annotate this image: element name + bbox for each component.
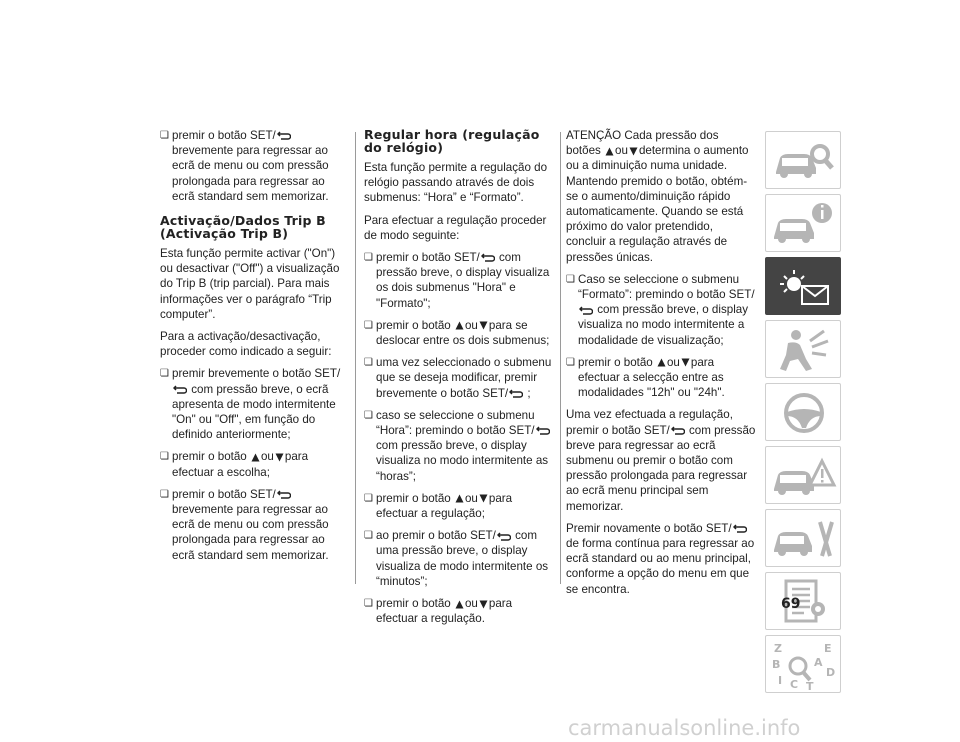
list-item: ❏ premir o botão ou para se deslocar entre os dois submenus; — [364, 318, 554, 348]
column-2 — [364, 128, 554, 633]
car-warning-icon — [766, 447, 842, 505]
set-return-icon — [536, 426, 550, 435]
down-arrow-icon — [479, 321, 488, 330]
list-item: ❏ ao premir o botão SET/ com uma pressão breve, o display visualiza de modo intermitente os “minutos”; — [364, 528, 554, 589]
paragraph: ATENÇÃO Cada pressão dos botões ou determina o aumento ou a diminuição numa unidade. Mantendo premido o botão, obtém-se o aumento/diminuição rápido automaticamente. Quando se está próximo do valor pretendido, concluir a regulação através de pressões únicas. — [566, 129, 749, 264]
tab-maintenance[interactable] — [765, 509, 841, 567]
index-letter: D — [826, 666, 836, 679]
paragraph: Para a activação/desactivação, proceder como indicado a seguir: — [160, 330, 332, 359]
set-return-icon — [671, 426, 685, 435]
list-item: ❏ caso se seleccione o submenu “Hora”: premindo o botão SET/ com pressão breve, o display visualiza no modo intermitente as “horas”; — [364, 408, 554, 484]
tab-car-search[interactable] — [765, 131, 841, 189]
down-arrow-icon — [479, 494, 488, 503]
set-return-icon — [173, 385, 187, 394]
down-arrow-icon — [629, 147, 638, 156]
index-letter: A — [814, 656, 823, 669]
column-3 — [566, 128, 756, 604]
up-arrow-icon — [455, 600, 464, 609]
watermark-text: carmanualsonline.info — [568, 716, 801, 740]
up-arrow-icon — [251, 453, 260, 462]
list-item: ❏ Caso se seleccione o submenu “Formato”: premindo o botão SET/ com pressão breve, o display visualiza no modo intermitente a modalidade de visualização; — [566, 272, 756, 348]
tab-emergency[interactable] — [765, 446, 841, 504]
set-return-icon — [277, 131, 291, 140]
index-letter: I — [778, 674, 783, 687]
index-letter: C — [790, 678, 799, 691]
list-item: ❏ premir o botão ou para efectuar a regulação; — [364, 491, 554, 521]
up-arrow-icon — [657, 358, 666, 367]
list-item: ❏ premir o botão SET/ com pressão breve, o display visualiza os dois submenus "Hora" e "Formato"; — [364, 250, 554, 311]
index-letter: E — [824, 642, 832, 655]
up-arrow-icon — [455, 321, 464, 330]
tab-index[interactable] — [765, 635, 841, 693]
paragraph: Para efectuar a regulação proceder de modo seguinte: — [364, 213, 547, 242]
list-item: ❏ premir o botão ou para efectuar a escolha; — [160, 449, 350, 479]
down-arrow-icon — [681, 358, 690, 367]
chapter-tabs — [765, 131, 841, 698]
up-arrow-icon — [455, 494, 464, 503]
set-return-icon — [733, 524, 747, 533]
column-1 — [160, 128, 350, 570]
column-divider — [560, 132, 561, 584]
list-item: ❏ premir o botão ou para efectuar a selecção entre as modalidades "12h" ou "24h". — [566, 355, 756, 401]
up-arrow-icon — [605, 147, 614, 156]
list-item: ❏ premir o botão SET/ brevemente para regressar ao ecrã de menu ou com pressão prolongada para regressar ao ecrã standard sem memorizar. — [160, 128, 350, 204]
tab-safety[interactable] — [765, 320, 841, 378]
paragraph: Esta função permite activar ("On") ou desactivar ("Off") a visualização do Trip B (trip parcial). Para mais informações ver o parágrafo “Trip computer”. — [160, 247, 340, 321]
car-tools-icon — [766, 510, 842, 568]
section-heading-trip-b: Activação/Dados Trip B (Activação Trip B) — [160, 213, 326, 242]
set-return-icon — [277, 490, 291, 499]
set-return-icon — [481, 253, 495, 262]
index-letter: T — [806, 680, 814, 693]
tab-lights-messages[interactable] — [765, 257, 841, 315]
column-divider — [355, 132, 356, 584]
car-info-icon — [766, 195, 842, 253]
car-search-icon — [766, 132, 842, 190]
down-arrow-icon — [479, 600, 488, 609]
index-letter: B — [772, 658, 781, 671]
set-return-icon — [579, 306, 593, 315]
paragraph: Premir novamente o botão SET/ de forma contínua para regressar ao ecrã standard ou ao menu principal, conforme a opção do menu em que se encontra. — [566, 521, 755, 596]
set-return-icon — [497, 532, 511, 541]
tab-technical-data[interactable] — [765, 572, 841, 630]
down-arrow-icon — [275, 453, 284, 462]
steering-wheel-icon — [766, 384, 842, 442]
document-list-icon — [766, 573, 842, 631]
page-number: 69 — [781, 596, 801, 612]
paragraph: Uma vez efectuada a regulação, premir o botão SET/ com pressão breve para regressar ao ecrã submenu ou premir o botão com pressão prolongada para regressar ao ecrã menu principal sem memorizar. — [566, 408, 756, 513]
light-mail-icon — [766, 258, 842, 316]
tab-car-info[interactable] — [765, 194, 841, 252]
list-item: ❏ premir brevemente o botão SET/ com pressão breve, o ecrã apresenta de modo intermitente "On" ou "Off", em função do definido anteriormente; — [160, 366, 350, 442]
airbag-person-icon — [766, 321, 842, 379]
set-return-icon — [509, 389, 523, 398]
paragraph: Esta função permite a regulação do relógio passando através de dois submenus: “Hora” e “Formato”. — [364, 161, 548, 205]
tab-driving[interactable] — [765, 383, 841, 441]
section-heading-clock: Regular hora (regulação do relógio) — [364, 127, 540, 155]
list-item: ❏ premir o botão SET/ brevemente para regressar ao ecrã de menu ou com pressão prolongada para regressar ao ecrã standard sem memorizar. — [160, 487, 350, 563]
alphabet-search-icon — [766, 636, 842, 694]
index-letter: Z — [774, 642, 782, 655]
list-item: ❏ premir o botão ou para efectuar a regulação. — [364, 596, 554, 626]
list-item: ❏ uma vez seleccionado o submenu que se deseja modificar, premir brevemente o botão SET/ ; — [364, 355, 554, 401]
